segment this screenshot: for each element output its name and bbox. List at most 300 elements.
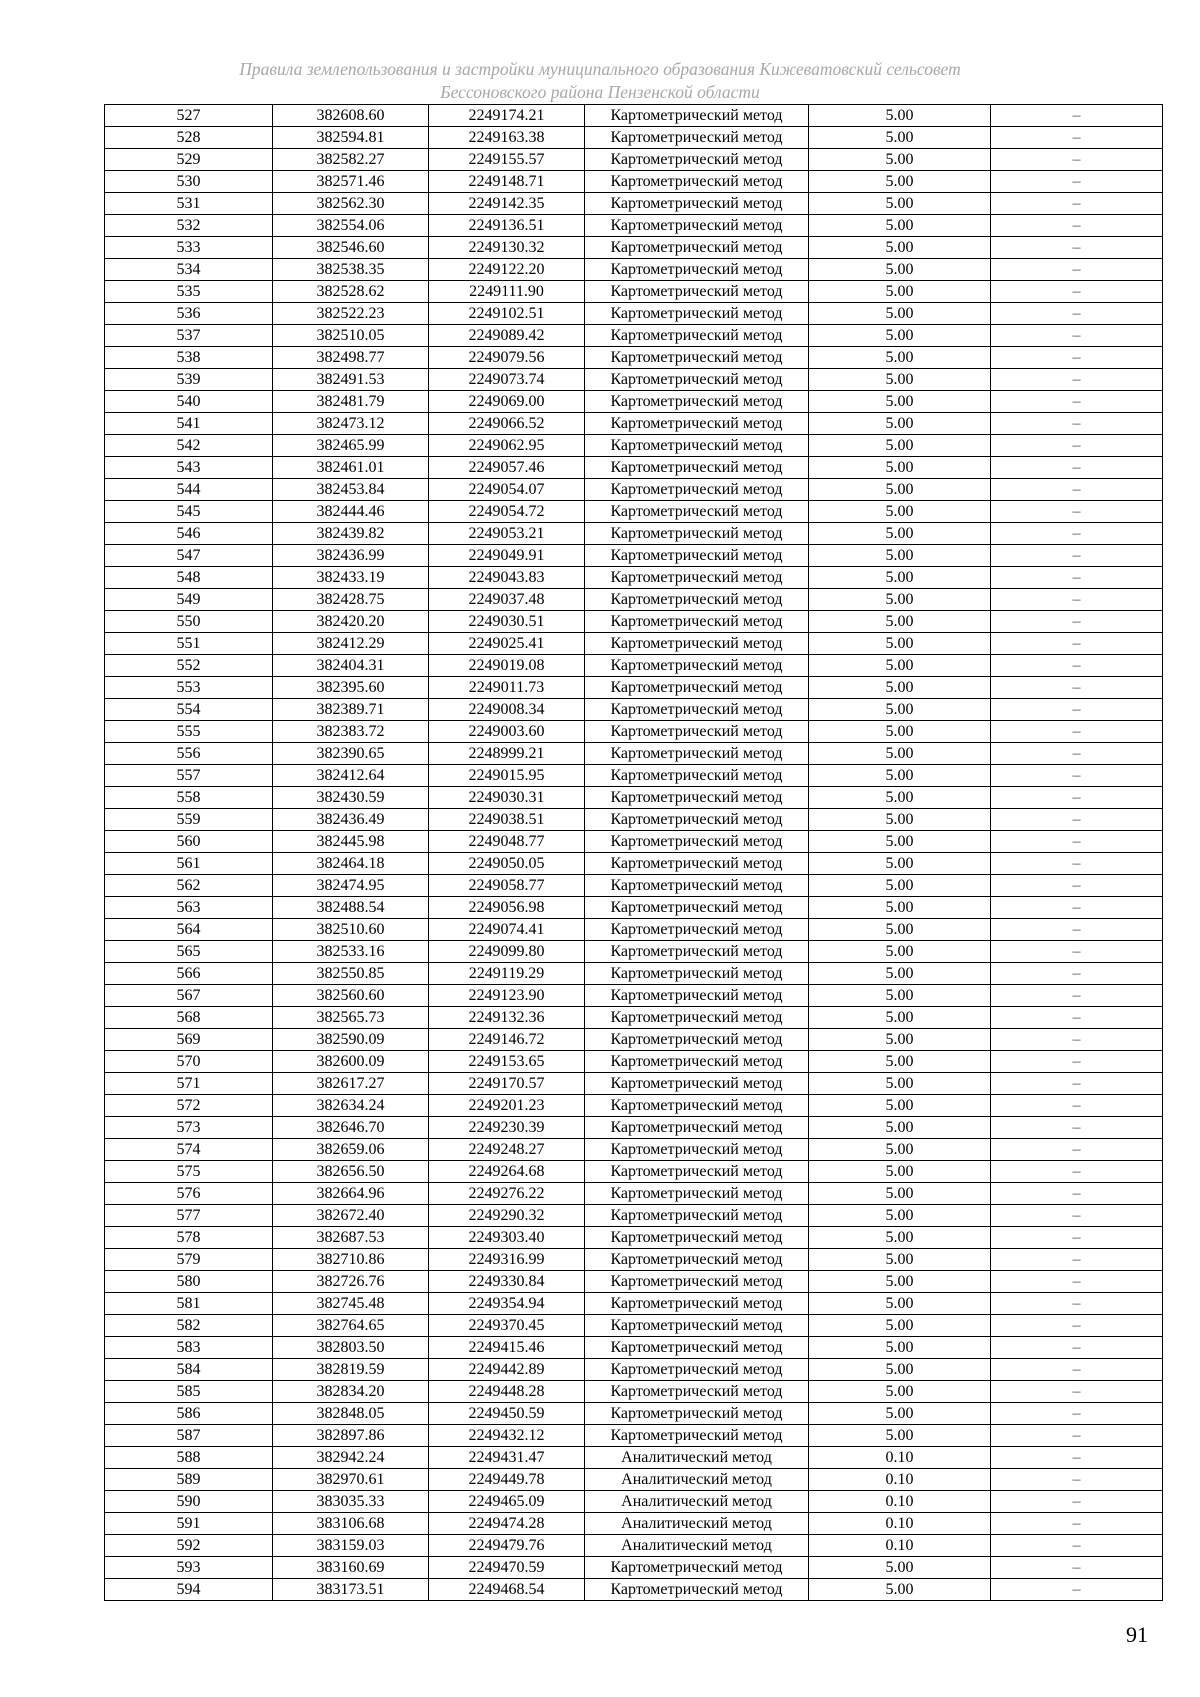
y-coordinate-cell: 2249111.90 xyxy=(429,281,585,303)
method-cell: Картометрический метод xyxy=(585,809,809,831)
note-cell: – xyxy=(991,875,1163,897)
accuracy-cell: 5.00 xyxy=(809,1227,991,1249)
table-row xyxy=(105,721,1163,743)
note-cell: – xyxy=(991,171,1163,193)
x-coordinate-cell: 382582.27 xyxy=(273,149,429,171)
accuracy-cell: 5.00 xyxy=(809,391,991,413)
x-coordinate-cell: 382420.20 xyxy=(273,611,429,633)
method-cell: Картометрический метод xyxy=(585,523,809,545)
method-cell: Картометрический метод xyxy=(585,1403,809,1425)
x-coordinate-cell: 382528.62 xyxy=(273,281,429,303)
y-coordinate-cell: 2248999.21 xyxy=(429,743,585,765)
y-coordinate-cell: 2249011.73 xyxy=(429,677,585,699)
accuracy-cell: 5.00 xyxy=(809,237,991,259)
y-coordinate-cell: 2249163.38 xyxy=(429,127,585,149)
accuracy-cell: 5.00 xyxy=(809,655,991,677)
note-cell: – xyxy=(991,149,1163,171)
y-coordinate-cell: 2249290.32 xyxy=(429,1205,585,1227)
accuracy-cell: 0.10 xyxy=(809,1447,991,1469)
x-coordinate-cell: 382433.19 xyxy=(273,567,429,589)
note-cell: – xyxy=(991,1007,1163,1029)
x-coordinate-cell: 382550.85 xyxy=(273,963,429,985)
accuracy-cell: 5.00 xyxy=(809,941,991,963)
note-cell: – xyxy=(991,655,1163,677)
y-coordinate-cell: 2249132.36 xyxy=(429,1007,585,1029)
y-coordinate-cell: 2249054.07 xyxy=(429,479,585,501)
table-row xyxy=(105,853,1163,875)
y-coordinate-cell: 2249122.20 xyxy=(429,259,585,281)
method-cell: Картометрический метод xyxy=(585,721,809,743)
x-coordinate-cell: 382819.59 xyxy=(273,1359,429,1381)
y-coordinate-cell: 2249448.28 xyxy=(429,1381,585,1403)
x-coordinate-cell: 383159.03 xyxy=(273,1535,429,1557)
note-cell: – xyxy=(991,127,1163,149)
y-coordinate-cell: 2249148.71 xyxy=(429,171,585,193)
accuracy-cell: 5.00 xyxy=(809,1403,991,1425)
table-row xyxy=(105,1315,1163,1337)
accuracy-cell: 5.00 xyxy=(809,1073,991,1095)
note-cell: – xyxy=(991,237,1163,259)
accuracy-cell: 5.00 xyxy=(809,303,991,325)
method-cell: Картометрический метод xyxy=(585,545,809,567)
point-number-cell: 542 xyxy=(105,435,273,457)
x-coordinate-cell: 382562.30 xyxy=(273,193,429,215)
accuracy-cell: 5.00 xyxy=(809,787,991,809)
method-cell: Картометрический метод xyxy=(585,369,809,391)
method-cell: Картометрический метод xyxy=(585,479,809,501)
accuracy-cell: 5.00 xyxy=(809,897,991,919)
method-cell: Картометрический метод xyxy=(585,501,809,523)
point-number-cell: 570 xyxy=(105,1051,273,1073)
table-row xyxy=(105,149,1163,171)
method-cell: Картометрический метод xyxy=(585,193,809,215)
y-coordinate-cell: 2249450.59 xyxy=(429,1403,585,1425)
method-cell: Картометрический метод xyxy=(585,171,809,193)
table-row xyxy=(105,435,1163,457)
x-coordinate-cell: 382634.24 xyxy=(273,1095,429,1117)
method-cell: Картометрический метод xyxy=(585,567,809,589)
accuracy-cell: 5.00 xyxy=(809,1139,991,1161)
point-number-cell: 560 xyxy=(105,831,273,853)
y-coordinate-cell: 2249069.00 xyxy=(429,391,585,413)
accuracy-cell: 0.10 xyxy=(809,1491,991,1513)
method-cell: Картометрический метод xyxy=(585,1073,809,1095)
note-cell: – xyxy=(991,1249,1163,1271)
method-cell: Картометрический метод xyxy=(585,1183,809,1205)
y-coordinate-cell: 2249054.72 xyxy=(429,501,585,523)
accuracy-cell: 5.00 xyxy=(809,853,991,875)
y-coordinate-cell: 2249130.32 xyxy=(429,237,585,259)
note-cell: – xyxy=(991,347,1163,369)
note-cell: – xyxy=(991,1205,1163,1227)
point-number-cell: 574 xyxy=(105,1139,273,1161)
accuracy-cell: 0.10 xyxy=(809,1513,991,1535)
note-cell: – xyxy=(991,721,1163,743)
x-coordinate-cell: 383160.69 xyxy=(273,1557,429,1579)
method-cell: Картометрический метод xyxy=(585,1007,809,1029)
table-row xyxy=(105,501,1163,523)
x-coordinate-cell: 383106.68 xyxy=(273,1513,429,1535)
point-number-cell: 533 xyxy=(105,237,273,259)
y-coordinate-cell: 2249079.56 xyxy=(429,347,585,369)
x-coordinate-cell: 382412.29 xyxy=(273,633,429,655)
table-row xyxy=(105,1161,1163,1183)
table-row xyxy=(105,1579,1163,1601)
point-number-cell: 556 xyxy=(105,743,273,765)
accuracy-cell: 5.00 xyxy=(809,105,991,127)
accuracy-cell: 0.10 xyxy=(809,1535,991,1557)
y-coordinate-cell: 2249174.21 xyxy=(429,105,585,127)
accuracy-cell: 5.00 xyxy=(809,1007,991,1029)
method-cell: Картометрический метод xyxy=(585,655,809,677)
method-cell: Картометрический метод xyxy=(585,699,809,721)
accuracy-cell: 5.00 xyxy=(809,677,991,699)
accuracy-cell: 5.00 xyxy=(809,127,991,149)
point-number-cell: 538 xyxy=(105,347,273,369)
note-cell: – xyxy=(991,523,1163,545)
note-cell: – xyxy=(991,1359,1163,1381)
x-coordinate-cell: 382897.86 xyxy=(273,1425,429,1447)
point-number-cell: 532 xyxy=(105,215,273,237)
method-cell: Картометрический метод xyxy=(585,215,809,237)
accuracy-cell: 5.00 xyxy=(809,545,991,567)
x-coordinate-cell: 382617.27 xyxy=(273,1073,429,1095)
note-cell: – xyxy=(991,1271,1163,1293)
table-row xyxy=(105,1249,1163,1271)
point-number-cell: 541 xyxy=(105,413,273,435)
accuracy-cell: 5.00 xyxy=(809,567,991,589)
coordinates-table-body xyxy=(105,105,1163,1601)
x-coordinate-cell: 382436.99 xyxy=(273,545,429,567)
header-line-1: Правила землепользования и застройки муниципального образования Кижеватовский сельсовет xyxy=(239,59,961,79)
x-coordinate-cell: 382594.81 xyxy=(273,127,429,149)
x-coordinate-cell: 382571.46 xyxy=(273,171,429,193)
accuracy-cell: 5.00 xyxy=(809,435,991,457)
table-row xyxy=(105,413,1163,435)
y-coordinate-cell: 2249074.41 xyxy=(429,919,585,941)
note-cell: – xyxy=(991,1469,1163,1491)
header-line-2: Бессоновского района Пензенской области xyxy=(440,82,760,102)
y-coordinate-cell: 2249479.76 xyxy=(429,1535,585,1557)
accuracy-cell: 5.00 xyxy=(809,919,991,941)
x-coordinate-cell: 382533.16 xyxy=(273,941,429,963)
x-coordinate-cell: 382600.09 xyxy=(273,1051,429,1073)
accuracy-cell: 5.00 xyxy=(809,215,991,237)
x-coordinate-cell: 382474.95 xyxy=(273,875,429,897)
point-number-cell: 549 xyxy=(105,589,273,611)
y-coordinate-cell: 2249073.74 xyxy=(429,369,585,391)
x-coordinate-cell: 382687.53 xyxy=(273,1227,429,1249)
table-row xyxy=(105,1227,1163,1249)
x-coordinate-cell: 382430.59 xyxy=(273,787,429,809)
table-row xyxy=(105,1337,1163,1359)
note-cell: – xyxy=(991,1425,1163,1447)
x-coordinate-cell: 382473.12 xyxy=(273,413,429,435)
y-coordinate-cell: 2249003.60 xyxy=(429,721,585,743)
note-cell: – xyxy=(991,1095,1163,1117)
method-cell: Аналитический метод xyxy=(585,1535,809,1557)
y-coordinate-cell: 2249431.47 xyxy=(429,1447,585,1469)
y-coordinate-cell: 2249102.51 xyxy=(429,303,585,325)
y-coordinate-cell: 2249008.34 xyxy=(429,699,585,721)
accuracy-cell: 5.00 xyxy=(809,171,991,193)
table-row xyxy=(105,699,1163,721)
point-number-cell: 564 xyxy=(105,919,273,941)
accuracy-cell: 5.00 xyxy=(809,347,991,369)
x-coordinate-cell: 383173.51 xyxy=(273,1579,429,1601)
accuracy-cell: 5.00 xyxy=(809,1051,991,1073)
y-coordinate-cell: 2249146.72 xyxy=(429,1029,585,1051)
note-cell: – xyxy=(991,369,1163,391)
accuracy-cell: 5.00 xyxy=(809,1337,991,1359)
y-coordinate-cell: 2249276.22 xyxy=(429,1183,585,1205)
table-row xyxy=(105,919,1163,941)
point-number-cell: 571 xyxy=(105,1073,273,1095)
method-cell: Картометрический метод xyxy=(585,1271,809,1293)
table-row xyxy=(105,1029,1163,1051)
table-row xyxy=(105,1403,1163,1425)
accuracy-cell: 5.00 xyxy=(809,1579,991,1601)
accuracy-cell: 5.00 xyxy=(809,413,991,435)
accuracy-cell: 5.00 xyxy=(809,501,991,523)
point-number-cell: 590 xyxy=(105,1491,273,1513)
table-row xyxy=(105,1007,1163,1029)
x-coordinate-cell: 382488.54 xyxy=(273,897,429,919)
y-coordinate-cell: 2249155.57 xyxy=(429,149,585,171)
table-row xyxy=(105,809,1163,831)
point-number-cell: 558 xyxy=(105,787,273,809)
method-cell: Картометрический метод xyxy=(585,765,809,787)
method-cell: Картометрический метод xyxy=(585,633,809,655)
point-number-cell: 572 xyxy=(105,1095,273,1117)
note-cell: – xyxy=(991,413,1163,435)
y-coordinate-cell: 2249049.91 xyxy=(429,545,585,567)
note-cell: – xyxy=(991,1491,1163,1513)
accuracy-cell: 5.00 xyxy=(809,1117,991,1139)
note-cell: – xyxy=(991,281,1163,303)
table-row xyxy=(105,1557,1163,1579)
accuracy-cell: 5.00 xyxy=(809,1029,991,1051)
table-row xyxy=(105,369,1163,391)
accuracy-cell: 5.00 xyxy=(809,193,991,215)
method-cell: Картометрический метод xyxy=(585,1161,809,1183)
x-coordinate-cell: 382395.60 xyxy=(273,677,429,699)
note-cell: – xyxy=(991,633,1163,655)
y-coordinate-cell: 2249248.27 xyxy=(429,1139,585,1161)
table-row xyxy=(105,875,1163,897)
point-number-cell: 548 xyxy=(105,567,273,589)
x-coordinate-cell: 382565.73 xyxy=(273,1007,429,1029)
method-cell: Картометрический метод xyxy=(585,1095,809,1117)
method-cell: Картометрический метод xyxy=(585,413,809,435)
point-number-cell: 535 xyxy=(105,281,273,303)
point-number-cell: 546 xyxy=(105,523,273,545)
note-cell: – xyxy=(991,105,1163,127)
point-number-cell: 584 xyxy=(105,1359,273,1381)
method-cell: Картометрический метод xyxy=(585,897,809,919)
table-row xyxy=(105,127,1163,149)
y-coordinate-cell: 2249053.21 xyxy=(429,523,585,545)
x-coordinate-cell: 382608.60 xyxy=(273,105,429,127)
point-number-cell: 554 xyxy=(105,699,273,721)
point-number-cell: 531 xyxy=(105,193,273,215)
accuracy-cell: 5.00 xyxy=(809,1293,991,1315)
method-cell: Картометрический метод xyxy=(585,435,809,457)
method-cell: Аналитический метод xyxy=(585,1447,809,1469)
point-number-cell: 555 xyxy=(105,721,273,743)
note-cell: – xyxy=(991,1073,1163,1095)
point-number-cell: 528 xyxy=(105,127,273,149)
accuracy-cell: 5.00 xyxy=(809,721,991,743)
accuracy-cell: 5.00 xyxy=(809,479,991,501)
note-cell: – xyxy=(991,589,1163,611)
point-number-cell: 573 xyxy=(105,1117,273,1139)
table-row xyxy=(105,457,1163,479)
x-coordinate-cell: 382554.06 xyxy=(273,215,429,237)
x-coordinate-cell: 382664.96 xyxy=(273,1183,429,1205)
point-number-cell: 562 xyxy=(105,875,273,897)
point-number-cell: 580 xyxy=(105,1271,273,1293)
point-number-cell: 568 xyxy=(105,1007,273,1029)
point-number-cell: 593 xyxy=(105,1557,273,1579)
y-coordinate-cell: 2249142.35 xyxy=(429,193,585,215)
note-cell: – xyxy=(991,831,1163,853)
accuracy-cell: 5.00 xyxy=(809,1425,991,1447)
y-coordinate-cell: 2249354.94 xyxy=(429,1293,585,1315)
table-row xyxy=(105,1051,1163,1073)
table-row xyxy=(105,1535,1163,1557)
coordinates-table xyxy=(104,104,1163,1601)
note-cell: – xyxy=(991,1227,1163,1249)
method-cell: Картометрический метод xyxy=(585,831,809,853)
table-row xyxy=(105,633,1163,655)
method-cell: Картометрический метод xyxy=(585,391,809,413)
method-cell: Картометрический метод xyxy=(585,1579,809,1601)
point-number-cell: 594 xyxy=(105,1579,273,1601)
y-coordinate-cell: 2249316.99 xyxy=(429,1249,585,1271)
method-cell: Картометрический метод xyxy=(585,1139,809,1161)
y-coordinate-cell: 2249099.80 xyxy=(429,941,585,963)
note-cell: – xyxy=(991,809,1163,831)
accuracy-cell: 5.00 xyxy=(809,743,991,765)
y-coordinate-cell: 2249056.98 xyxy=(429,897,585,919)
point-number-cell: 552 xyxy=(105,655,273,677)
method-cell: Картометрический метод xyxy=(585,1381,809,1403)
method-cell: Картометрический метод xyxy=(585,127,809,149)
table-row xyxy=(105,1117,1163,1139)
point-number-cell: 561 xyxy=(105,853,273,875)
table-row xyxy=(105,765,1163,787)
point-number-cell: 527 xyxy=(105,105,273,127)
point-number-cell: 550 xyxy=(105,611,273,633)
method-cell: Картометрический метод xyxy=(585,1557,809,1579)
method-cell: Картометрический метод xyxy=(585,1205,809,1227)
accuracy-cell: 5.00 xyxy=(809,1249,991,1271)
table-row xyxy=(105,1271,1163,1293)
method-cell: Аналитический метод xyxy=(585,1469,809,1491)
method-cell: Картометрический метод xyxy=(585,1315,809,1337)
method-cell: Картометрический метод xyxy=(585,875,809,897)
accuracy-cell: 5.00 xyxy=(809,523,991,545)
note-cell: – xyxy=(991,1557,1163,1579)
point-number-cell: 544 xyxy=(105,479,273,501)
note-cell: – xyxy=(991,1403,1163,1425)
x-coordinate-cell: 383035.33 xyxy=(273,1491,429,1513)
method-cell: Картометрический метод xyxy=(585,1337,809,1359)
point-number-cell: 530 xyxy=(105,171,273,193)
x-coordinate-cell: 382745.48 xyxy=(273,1293,429,1315)
accuracy-cell: 5.00 xyxy=(809,589,991,611)
point-number-cell: 589 xyxy=(105,1469,273,1491)
table-row xyxy=(105,391,1163,413)
table-row xyxy=(105,655,1163,677)
accuracy-cell: 5.00 xyxy=(809,457,991,479)
y-coordinate-cell: 2249432.12 xyxy=(429,1425,585,1447)
note-cell: – xyxy=(991,259,1163,281)
table-row xyxy=(105,1381,1163,1403)
method-cell: Картометрический метод xyxy=(585,149,809,171)
method-cell: Картометрический метод xyxy=(585,237,809,259)
note-cell: – xyxy=(991,1315,1163,1337)
y-coordinate-cell: 2249468.54 xyxy=(429,1579,585,1601)
accuracy-cell: 5.00 xyxy=(809,1205,991,1227)
note-cell: – xyxy=(991,941,1163,963)
point-number-cell: 566 xyxy=(105,963,273,985)
y-coordinate-cell: 2249037.48 xyxy=(429,589,585,611)
method-cell: Картометрический метод xyxy=(585,1425,809,1447)
table-row xyxy=(105,171,1163,193)
y-coordinate-cell: 2249303.40 xyxy=(429,1227,585,1249)
point-number-cell: 591 xyxy=(105,1513,273,1535)
point-number-cell: 547 xyxy=(105,545,273,567)
method-cell: Картометрический метод xyxy=(585,1249,809,1271)
accuracy-cell: 5.00 xyxy=(809,633,991,655)
y-coordinate-cell: 2249089.42 xyxy=(429,325,585,347)
x-coordinate-cell: 382491.53 xyxy=(273,369,429,391)
point-number-cell: 565 xyxy=(105,941,273,963)
table-row xyxy=(105,1183,1163,1205)
note-cell: – xyxy=(991,1051,1163,1073)
point-number-cell: 537 xyxy=(105,325,273,347)
note-cell: – xyxy=(991,1447,1163,1469)
accuracy-cell: 5.00 xyxy=(809,611,991,633)
point-number-cell: 567 xyxy=(105,985,273,1007)
x-coordinate-cell: 382834.20 xyxy=(273,1381,429,1403)
note-cell: – xyxy=(991,1183,1163,1205)
x-coordinate-cell: 382646.70 xyxy=(273,1117,429,1139)
point-number-cell: 557 xyxy=(105,765,273,787)
x-coordinate-cell: 382389.71 xyxy=(273,699,429,721)
point-number-cell: 551 xyxy=(105,633,273,655)
table-row xyxy=(105,1205,1163,1227)
point-number-cell: 529 xyxy=(105,149,273,171)
note-cell: – xyxy=(991,1513,1163,1535)
note-cell: – xyxy=(991,853,1163,875)
table-row xyxy=(105,589,1163,611)
note-cell: – xyxy=(991,897,1163,919)
note-cell: – xyxy=(991,611,1163,633)
y-coordinate-cell: 2249153.65 xyxy=(429,1051,585,1073)
note-cell: – xyxy=(991,1293,1163,1315)
table-row xyxy=(105,567,1163,589)
x-coordinate-cell: 382848.05 xyxy=(273,1403,429,1425)
page-header xyxy=(100,58,1100,104)
table-row xyxy=(105,237,1163,259)
method-cell: Аналитический метод xyxy=(585,1491,809,1513)
note-cell: – xyxy=(991,1117,1163,1139)
accuracy-cell: 5.00 xyxy=(809,369,991,391)
y-coordinate-cell: 2249465.09 xyxy=(429,1491,585,1513)
